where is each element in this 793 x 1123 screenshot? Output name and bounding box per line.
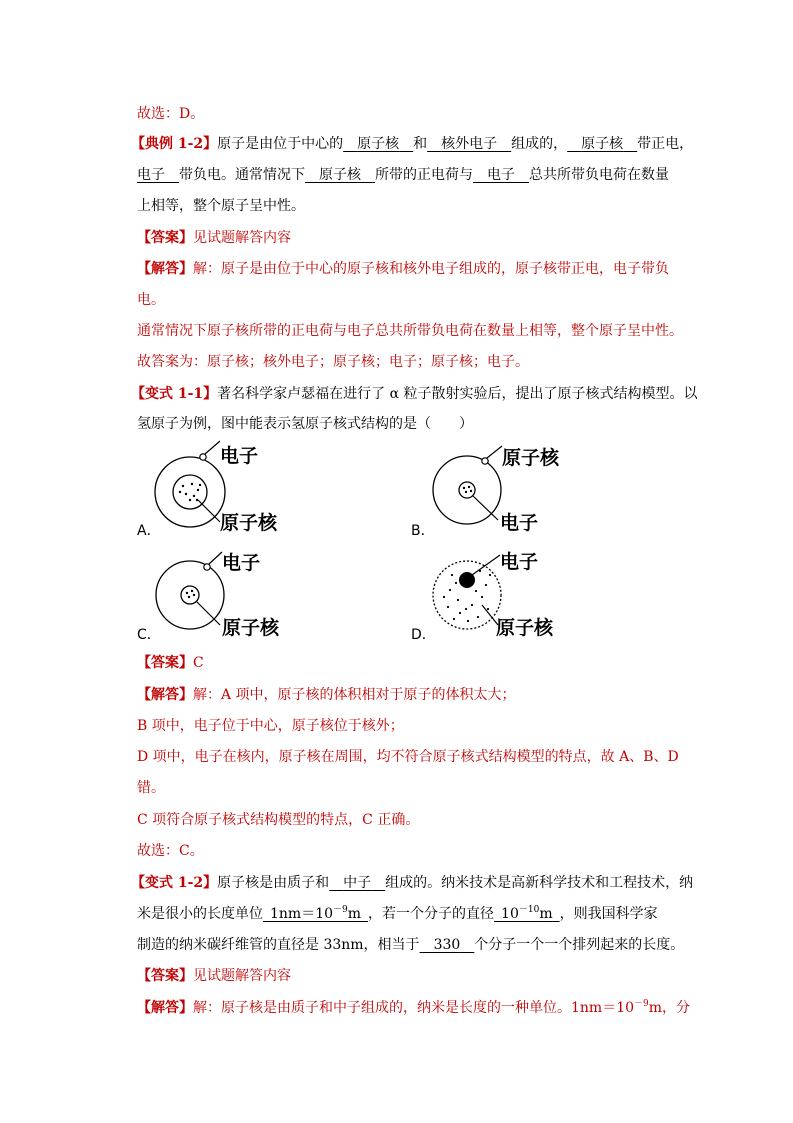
variant-1-2-line-1 <box>131 873 693 893</box>
text-segment: 原子是由位于中心的 <box>217 136 344 152</box>
label-nucleus: 原子核 <box>496 617 554 639</box>
solution-text: 解：原子是由位于中心的原子核和核外电子组成的，原子核带正电，电子带负 <box>193 261 669 277</box>
solution-line-4: 错。 <box>137 780 165 796</box>
electron-marker <box>200 454 206 460</box>
solution-text: m，分 <box>648 1000 691 1016</box>
option-c-diagram <box>150 545 290 645</box>
option-d-letter: D． <box>411 627 436 643</box>
solution-line-3: D 项中，电子在核内，原子核在周围，均不符合原子核式结构模型的特点，故 A、B、D <box>137 749 679 765</box>
solution-line-3: 通常情况下原子核所带的正电荷与电子总共所带负电荷在数量上相等，整个原子呈中性。 <box>137 323 683 339</box>
blank-answer: 原子核 <box>319 167 361 183</box>
solution-line-2: 电。 <box>137 292 165 308</box>
answer-line <box>137 653 204 673</box>
answer-line <box>137 228 291 248</box>
text-segment: 所带的正电荷与 <box>375 167 473 183</box>
answer-tag: 【答案】 <box>137 968 193 984</box>
variant-1-1-line-2: 氢原子为例，图中能表示氢原子核式结构的是（ ） <box>137 416 473 432</box>
example-1-2-line-1 <box>131 134 693 154</box>
blank-answer: 330 <box>433 937 461 953</box>
answer-tag: 【答案】 <box>137 230 193 246</box>
label-nucleus: 原子核 <box>502 447 560 469</box>
variant-tag: 【变式 1-2】 <box>131 875 218 891</box>
label-electron: 电子 <box>500 551 539 573</box>
outer-marker <box>482 458 488 464</box>
example-1-2-line-2 <box>137 165 669 185</box>
exponent: －9 <box>634 999 649 1009</box>
option-b-letter: B． <box>411 523 435 539</box>
variant-1-2-line-2 <box>137 904 658 924</box>
blank-answer: $10^{-10}m$ <box>501 905 553 922</box>
answer-tag: 【答案】 <box>137 655 193 671</box>
solution-line-1 <box>137 998 690 1018</box>
electron-marker <box>204 564 210 570</box>
variant-1-1-line-1 <box>131 384 698 404</box>
solution-tag: 【解答】 <box>137 261 193 277</box>
solution-line-5: C 项符合原子核式结构模型的特点，C 正确。 <box>137 812 420 828</box>
variant-tag: 【变式 1-1】 <box>131 386 218 402</box>
center-circle <box>459 482 475 498</box>
nucleus-dots <box>179 483 201 501</box>
solution-line-2: B 项中，电子位于中心，原子核位于核外； <box>137 718 404 734</box>
answer-line: 故选：D。 <box>137 106 205 122</box>
solution-text: 解：原子核是由质子和中子组成的，纳米是长度的一种单位。1nm＝10 <box>193 1000 635 1016</box>
blank-answer: 原子核 <box>581 136 624 152</box>
blank-answer: 中子 <box>343 875 372 891</box>
text-segment: 和 <box>413 136 428 152</box>
text-segment: 组成的， <box>511 136 568 152</box>
text-segment: 米是很小的长度单位 <box>137 906 263 922</box>
option-a-letter: A． <box>137 523 161 539</box>
solution-line-4: 故答案为：原子核；核外电子；原子核；电子；原子核；电子。 <box>137 354 529 370</box>
solution-tag: 【解答】 <box>137 1000 193 1016</box>
blank-answer: 原子核 <box>357 136 400 152</box>
option-c-letter: C． <box>137 627 161 643</box>
blank-answer: 电子 <box>137 167 165 183</box>
text-segment: 总共所带负电荷在数量 <box>529 167 669 183</box>
text-segment: ，则我国科学家 <box>559 906 658 922</box>
solution-line-6: 故选：C。 <box>137 843 204 859</box>
answer-text: 见试题解答内容 <box>193 968 291 984</box>
option-a-diagram <box>150 440 290 540</box>
text-segment: 组成的。纳米技术是高新科学技术和工程技术，纳 <box>385 875 694 891</box>
text-segment: ，若一个分子的直径 <box>368 906 495 922</box>
atom-outline <box>433 561 501 629</box>
label-nucleus: 原子核 <box>220 512 278 534</box>
solution-tag: 【解答】 <box>137 687 193 703</box>
text-segment: 个分子一个一个排列起来的长度。 <box>474 937 685 953</box>
option-d-diagram <box>430 545 580 645</box>
example-tag: 【典例 1-2】 <box>131 136 218 152</box>
answer-text: 见试题解答内容 <box>193 230 291 246</box>
variant-1-2-line-3 <box>137 935 684 955</box>
blank-answer: $1nm=10^{-9}m$ <box>270 905 362 922</box>
blank-answer: 电子 <box>487 167 515 183</box>
label-electron: 电子 <box>222 552 261 574</box>
blank-answer: 核外电子 <box>441 136 498 152</box>
label-electron: 电子 <box>220 445 259 467</box>
solution-text: 解：A 项中，原子核的体积相对于原子的体积太大； <box>193 687 516 703</box>
label-electron: 电子 <box>500 512 539 534</box>
text-segment: 带正电， <box>637 136 694 152</box>
text-segment: 带负电。通常情况下 <box>179 167 305 183</box>
label-nucleus: 原子核 <box>222 617 280 639</box>
text-segment: 原子核是由质子和 <box>217 875 330 891</box>
text-segment: 著名科学家卢瑟福在进行了 α 粒子散射实验后，提出了原子核式结构模型。以 <box>217 386 698 402</box>
answer-text: C <box>193 655 204 671</box>
solution-line-1 <box>137 685 516 705</box>
solution-line-1 <box>137 259 669 279</box>
answer-line <box>137 966 291 986</box>
example-1-2-line-3: 上相等，整个原子呈中性。 <box>137 198 305 214</box>
option-b-diagram <box>430 440 570 540</box>
text-segment: 制造的纳米碳纤维管的直径是 33nm，相当于 <box>137 937 420 953</box>
